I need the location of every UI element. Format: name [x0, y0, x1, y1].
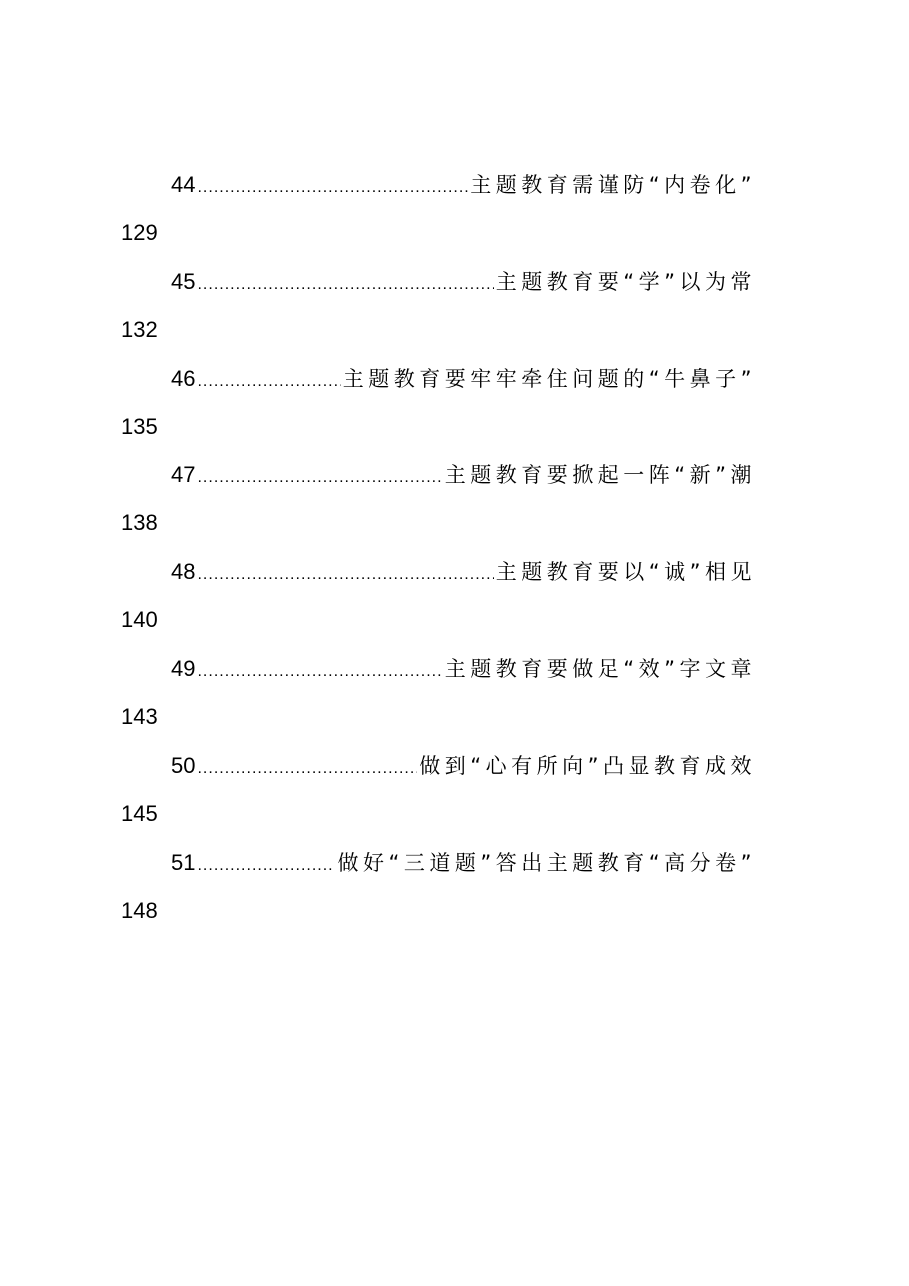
- toc-entry-number: 46: [171, 366, 196, 391]
- toc-entry[interactable]: [0, 555, 909, 652]
- toc-entry-line: [171, 265, 756, 299]
- toc-entry-number: 45: [171, 269, 196, 294]
- toc-dot-leader: [197, 752, 417, 786]
- toc-entry-number: 44: [171, 172, 196, 197]
- toc-entry-page-number: 135: [121, 414, 158, 439]
- toc-entry[interactable]: [0, 846, 909, 943]
- toc-entry-title: 主题教育要“学”以为常: [495, 270, 756, 294]
- toc-entry-title: 做好“三道题”答出主题教育“高分卷”: [337, 851, 756, 875]
- toc-entry-line: [171, 362, 756, 396]
- toc-entry-page-number: 140: [121, 607, 158, 632]
- toc-dot-leader: [197, 655, 442, 689]
- toc-entry[interactable]: [0, 458, 909, 555]
- toc-entry-page-number: 143: [121, 704, 158, 729]
- toc-entry-title: 主题教育要掀起一阵“新”潮: [444, 463, 756, 487]
- toc-entry-line: [171, 555, 756, 589]
- toc-entry-page-number: 148: [121, 898, 158, 923]
- toc-dot-leader: [197, 171, 468, 205]
- toc-entry-line: [171, 652, 756, 686]
- toc-entry-title: 主题教育需谨防“内卷化”: [470, 173, 756, 197]
- toc-entry-title: 做到“心有所向”凸显教育成效: [419, 754, 756, 778]
- toc-entry-number: 51: [171, 850, 196, 875]
- toc-entry-title: 主题教育要以“诚”相见: [495, 560, 756, 584]
- toc-entry-title: 主题教育要牢牢牵住问题的“牛鼻子”: [342, 367, 756, 391]
- toc-dot-leader: [197, 268, 493, 302]
- toc-entry[interactable]: [0, 265, 909, 362]
- toc-entry[interactable]: [0, 749, 909, 846]
- toc-entry-line: [171, 749, 756, 783]
- toc-entry[interactable]: [0, 362, 909, 459]
- toc-entry-number: 50: [171, 753, 196, 778]
- toc-entry[interactable]: [0, 652, 909, 749]
- toc-entry-page-number: 132: [121, 317, 158, 342]
- toc-entry-title: 主题教育要做足“效”字文章: [444, 657, 756, 681]
- toc-entry[interactable]: [0, 168, 909, 265]
- toc-dot-leader: [197, 558, 493, 592]
- toc-entry-number: 49: [171, 656, 196, 681]
- toc-dot-leader: [197, 849, 335, 883]
- toc-entry-number: 48: [171, 559, 196, 584]
- toc-entry-page-number: 138: [121, 510, 158, 535]
- toc-entry-line: [171, 846, 756, 880]
- toc-entry-page-number: 129: [121, 220, 158, 245]
- toc-entry-number: 47: [171, 462, 196, 487]
- toc-dot-leader: [197, 365, 340, 399]
- toc-dot-leader: [197, 461, 442, 495]
- toc-entry-line: [171, 168, 756, 202]
- toc-entry-page-number: 145: [121, 801, 158, 826]
- toc-entry-line: [171, 458, 756, 492]
